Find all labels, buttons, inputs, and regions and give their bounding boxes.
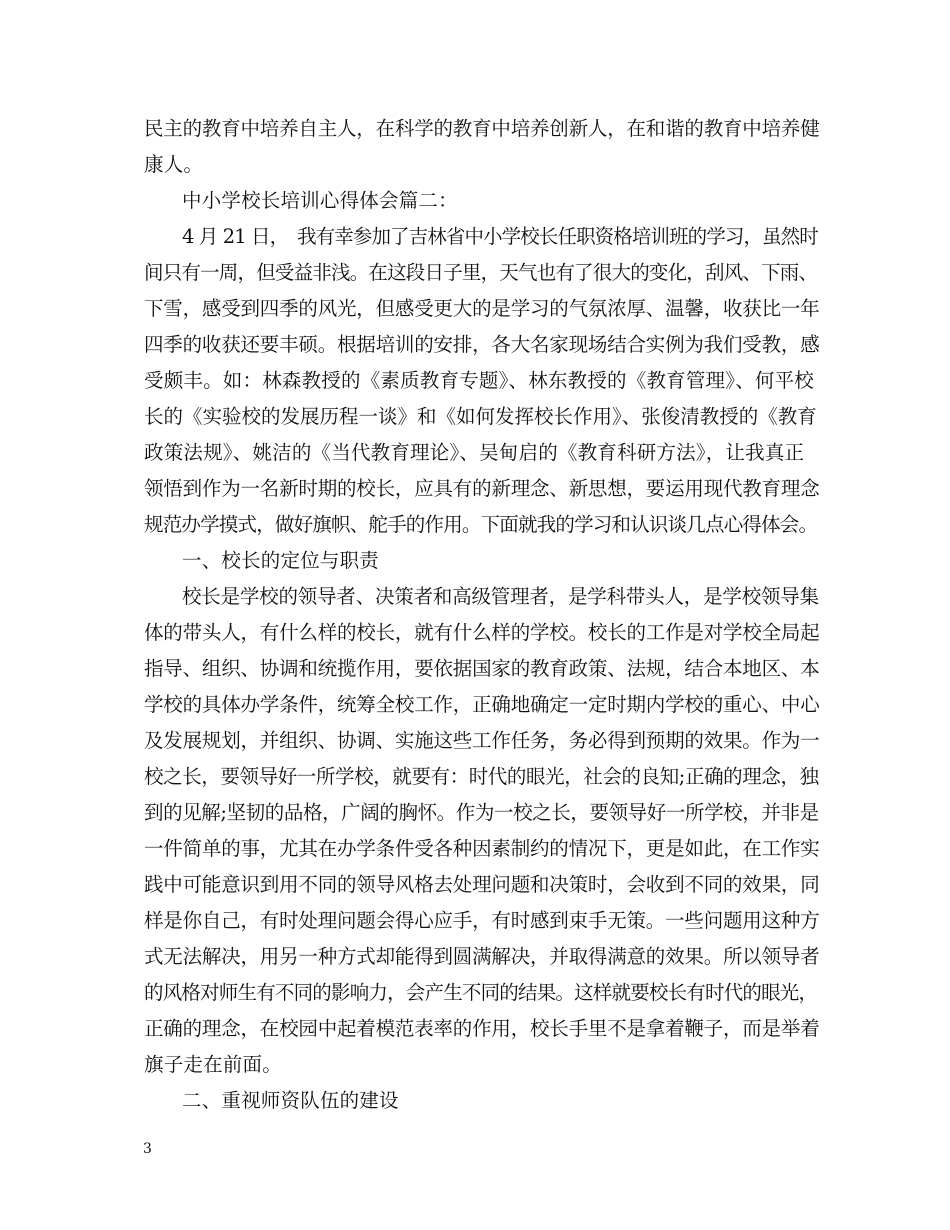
text-line: 四季的收获还要丰硕。根据培训的安排，各大名家现场结合实例为我们受教，感 xyxy=(144,333,820,356)
section-heading: 一、校长的定位与职责 xyxy=(182,549,380,572)
text-line: 旗子走在前面。 xyxy=(144,1053,282,1076)
text-line: 规范办学摸式，做好旗帜、舵手的作用。下面就我的学习和认识谈几点心得体会。 xyxy=(144,513,818,536)
text-line: 一件简单的事，尤其在办学条件受各种因素制约的情况下，更是如此，在工作实 xyxy=(144,837,820,860)
text-line: 校之长，要领导好一所学校，就要有：时代的眼光，社会的良知;正确的理念，独 xyxy=(144,765,819,788)
text-line: 下雪，感受到四季的风光，但感受更大的是学习的气氛浓厚、温馨，收获比一年 xyxy=(144,297,820,320)
text-line: 践中可能意识到用不同的领导风格去处理问题和决策时，会收到不同的效果，同 xyxy=(144,873,820,896)
paragraph-start: 校长是学校的领导者、决策者和高级管理者，是学科带头人，是学校领导集 xyxy=(182,585,819,608)
text-line: 式无法解决，用另一种方式却能得到圆满解决，并取得满意的效果。所以领导者 xyxy=(144,945,820,968)
text-line: 长的《实验校的发展历程一谈》和《如何发挥校长作用》、张俊清教授的《教育 xyxy=(144,405,817,428)
text-line: 受颇丰。如：林森教授的《素质教育专题》、林东教授的《教育管理》、何平校 xyxy=(144,369,815,392)
text-line: 体的带头人，有什么样的校长，就有什么样的学校。校长的工作是对学校全局起 xyxy=(144,621,820,644)
section-heading: 中小学校长培训心得体会篇二： xyxy=(182,189,458,212)
text-line: 到的见解;坚韧的品格，广阔的胸怀。作为一校之长，要领导好一所学校，并非是 xyxy=(144,801,819,824)
text-line: 间只有一周，但受益非浅。在这段日子里，天气也有了很大的变化，刮风、下雨、 xyxy=(144,261,818,284)
page-number: 3 xyxy=(143,1141,152,1157)
text-line: 学校的具体办学条件，统筹全校工作，正确地确定一定时期内学校的重心、中心 xyxy=(144,693,820,716)
text-line: 样是你自己，有时处理问题会得心应手，有时感到束手无策。一些问题用这种方 xyxy=(144,909,820,932)
text-line: 正确的理念，在校园中起着模范表率的作用，校长手里不是拿着鞭子，而是举着 xyxy=(144,1017,820,1040)
text-line: 及发展规划，并组织、协调、实施这些工作任务，务必得到预期的效果。作为一 xyxy=(144,729,820,752)
paragraph-start: 4 月 21 日， 我有幸参加了吉林省中小学校长任职资格培训班的学习，虽然时 xyxy=(182,225,818,248)
text-line: 领悟到作为一名新时期的校长，应具有的新理念、新思想，要运用现代教育理念 xyxy=(144,477,820,500)
section-heading: 二、重视师资队伍的建设 xyxy=(182,1089,399,1112)
text-line: 民主的教育中培养自主人，在科学的教育中培养创新人，在和谐的教育中培养健 xyxy=(144,117,820,140)
text-line: 康人。 xyxy=(144,153,204,176)
text-line: 政策法规》、姚洁的《当代教育理论》、吴甸启的《教育科研方法》，让我真正 xyxy=(144,441,805,464)
text-line: 指导、组织、协调和统揽作用，要依据国家的教育政策、法规，结合本地区、本 xyxy=(144,657,820,680)
text-line: 的风格对师生有不同的影响力，会产生不同的结果。这样就要校长有时代的眼光， xyxy=(144,981,818,1004)
